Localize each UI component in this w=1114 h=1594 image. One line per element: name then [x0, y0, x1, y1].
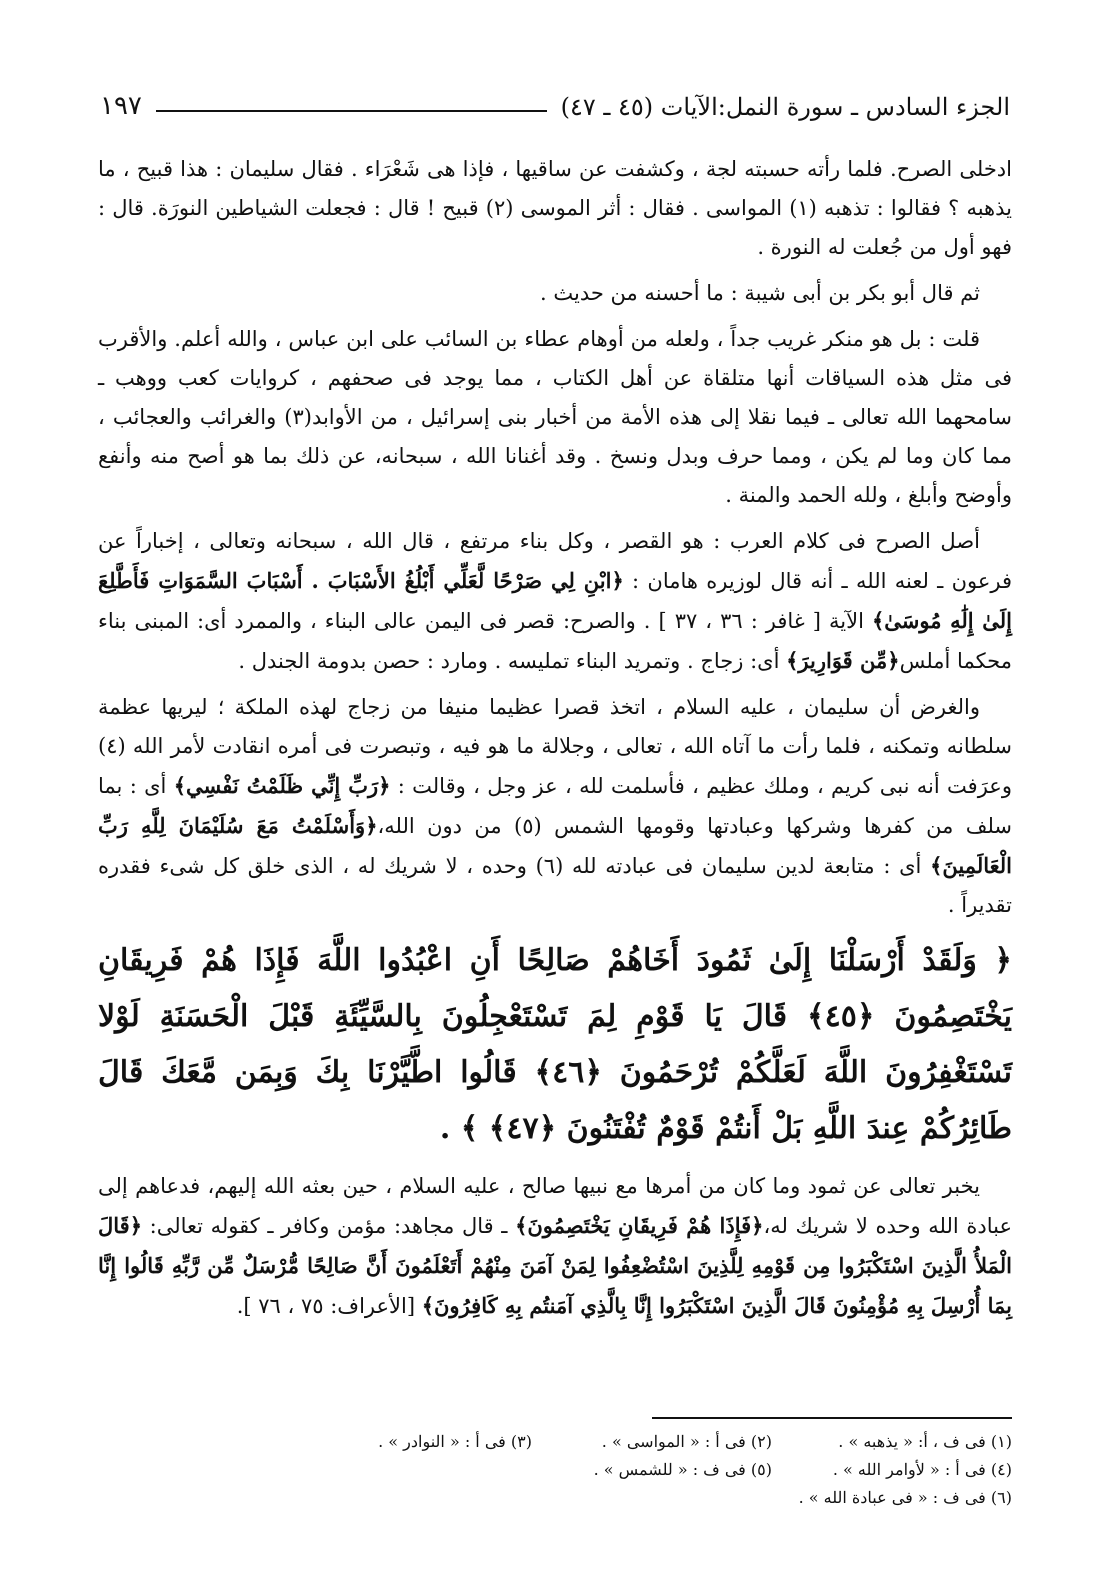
- paragraph: قلت : بل هو منكر غريب جداً ، ولعله من أوهام عطاء بن السائب على ابن عباس ، والله أعلم. والأقرب فى مثل هذه السياقات أنها متلقاة عن أهل الكتاب ، مما يوجد فى صحفهم ، كروايات كعب ووهب ـ سامحهما الله تعالى ـ فيما نقلا إلى هذه الأمة من أخبار بنى إسرائيل ، من الأوابد(٣) والغرائب والعجائب ، مما كان وما لم يكن ، ومما حرف وبدل ونسخ . وقد أغنانا الله ، سبحانه، عن ذلك بما هو أصح منه وأنفع وأوضح وأبلغ ، ولله الحمد والمنة .: [98, 327, 1012, 507]
- footnote-rule: [652, 1417, 1012, 1419]
- paragraph-text: أصل الصرح فى كلام العرب : هو القصر ، وكل بناء مرتفع ، قال الله ، سبحانه وتعالى ، إخباراً عن فرعون ـ لعنه الله ـ أنه قال لوزيره هامان :: [98, 529, 1013, 593]
- paragraph-text: أى: زجاج . وتمريد البناء تمليسه . ومارد : حصن بدومة الجندل .: [238, 649, 787, 673]
- paragraph-text: أى : متابعة لدين سليمان فى عبادته لله (٦) وحده ، لا شريك له ، الذى خلق كل شىء فقدره تقديراً .: [98, 854, 1012, 917]
- header-rule: [156, 110, 547, 112]
- paragraph-text: ـ قال مجاهد: مؤمن وكافر ـ كقوله تعالى:: [142, 1214, 516, 1238]
- paragraph-text: يخبر تعالى عن ثمود وما كان من أمرها مع نبيها صالح ، عليه السلام ، حين بعثه الله إليهم، فدعاهم إلى عبادة الله وحده لا شريك له،: [98, 1174, 1012, 1238]
- footnote: (٦) فى ف : « فى عبادة الله » .: [798, 1488, 1012, 1507]
- header-title: الجزء السادس ـ سورة النمل:الآيات (٤٥ ـ ٤٧): [560, 93, 1010, 122]
- paragraph: ثم قال أبو بكر بن أبى شيبة : ما أحسنه من حديث .: [540, 281, 980, 305]
- paragraph: [98, 522, 1012, 681]
- quran-quote: ﴿قَالَ الْمَلأُ الَّذِينَ اسْتَكْبَرُوا مِن قَوْمِهِ لِلَّذِينَ اسْتُضْعِفُوا لِمَنْ آمَنَ مِنْهُمْ أَتَعْلَمُونَ أَنَّ صَالِحًا مُّرْسَلٌ مِّن رَّبِّهِ قَالُوا إِنَّا بِمَا أُرْسِلَ بِهِ مُؤْمِنُونَ قَالَ الَّذِينَ اسْتَكْبَرُوا إِنَّا بِالَّذِي آمَنتُم بِهِ كَافِرُونَ﴾: [98, 1213, 1013, 1318]
- paragraph: ادخلى الصرح. فلما رأته حسبته لجة ، وكشفت عن ساقيها ، فإذا هى شَعْرَاء . فقال سليمان : هذا قبيح ، ما يذهبه ؟ فقالوا : تذهبه (١) المواسى . فقال : أثر الموسى (٢) قبيح ! قال : فجعلت الشياطين النورَة. قال : فهو أول من جُعلت له النورة .: [98, 157, 1012, 259]
- footnote-row: [98, 1456, 1012, 1484]
- footnote: (٣) فى أ : « النوادر » .: [378, 1432, 532, 1451]
- paragraph-text: [الأعراف: ٧٥ ، ٧٦ ].: [236, 1294, 422, 1318]
- paragraph: [98, 1167, 1012, 1326]
- running-header: [100, 82, 1010, 122]
- quran-quote: ﴿فَإِذَا هُمْ فَرِيقَانِ يَخْتَصِمُونَ﴾: [515, 1213, 764, 1238]
- page-body: [98, 150, 1012, 1333]
- footnote: (١) فى ف ، أ: « يذهبه » .: [838, 1432, 1012, 1451]
- quran-quote: ﴿مِّن قَوَارِيرَ﴾: [786, 648, 900, 673]
- quran-quote: ﴿ابْنِ لِي صَرْحًا لَّعَلِّي أَبْلُغُ الأَسْبَابَ . أَسْبَابَ السَّمَوَاتِ فَأَطَّلِعَ إِلَىٰ إِلَٰهِ مُوسَىٰ﴾: [98, 568, 1012, 633]
- verse-block: ﴿ وَلَقَدْ أَرْسَلْنَا إِلَىٰ ثَمُودَ أَخَاهُمْ صَالِحًا أَنِ اعْبُدُوا اللَّهَ فَإِذَا هُمْ فَرِيقَانِ يَخْتَصِمُونَ ﴿٤٥﴾ قَالَ يَا قَوْمِ لِمَ تَسْتَعْجِلُونَ بِالسَّيِّئَةِ قَبْلَ الْحَسَنَةِ لَوْلا تَسْتَغْفِرُونَ اللَّهَ لَعَلَّكُمْ تُرْحَمُونَ ﴿٤٦﴾ قَالُوا اطَّيَّرْنَا بِكَ وَبِمَن مَّعَكَ قَالَ طَائِرُكُمْ عِندَ اللَّهِ بَلْ أَنتُمْ قَوْمٌ تُفْتَنُونَ ﴿٤٧﴾ ﴾ .: [98, 943, 1012, 1146]
- paragraph-text: والغرض أن سليمان ، عليه السلام ، اتخذ قصرا عظيما منيفا من زجاج لهذه الملكة ؛ ليريها عظمة سلطانه وتمكنه ، فلما رأت ما آتاه الله ، تعالى ، وجلالة ما هو فيه ، وتبصرت فى أمره انقادت لأمر الله (٤) وعرَفت أنه نبى كريم ، وملك عظيم ، فأسلمت لله ، عز وجل ، وقالت :: [98, 695, 1012, 798]
- footnotes: [98, 1428, 1012, 1512]
- quran-quote: ﴿وَأَسْلَمْتُ مَعَ سُلَيْمَانَ لِلَّهِ رَبِّ الْعَالَمِينَ﴾: [98, 813, 1013, 878]
- footnote: (٢) فى أ : « المواسى » .: [601, 1432, 772, 1451]
- footnote: (٤) فى أ : « لأوامر الله » .: [832, 1460, 1012, 1479]
- quran-quote: ﴿رَبِّ إِنِّي ظَلَمْتُ نَفْسِي﴾: [173, 773, 391, 798]
- paragraph: [98, 688, 1012, 925]
- paragraph-text: الآية [ غافر : ٣٦ ، ٣٧ ] . والصرح: قصر فى اليمن عالى البناء ، والممرد أى: المبنى بناء محكما أملس: [98, 609, 1012, 673]
- footnote-row: [98, 1428, 1012, 1456]
- footnote-row: [98, 1484, 1012, 1512]
- page-number: ١٩٧: [100, 90, 142, 121]
- footnote: (٥) فى ف : « للشمس » .: [593, 1460, 772, 1479]
- paragraph-text: أى : بما سلف من كفرها وشركها وعبادتها وقومها الشمس (٥) من دون الله،: [98, 774, 1012, 838]
